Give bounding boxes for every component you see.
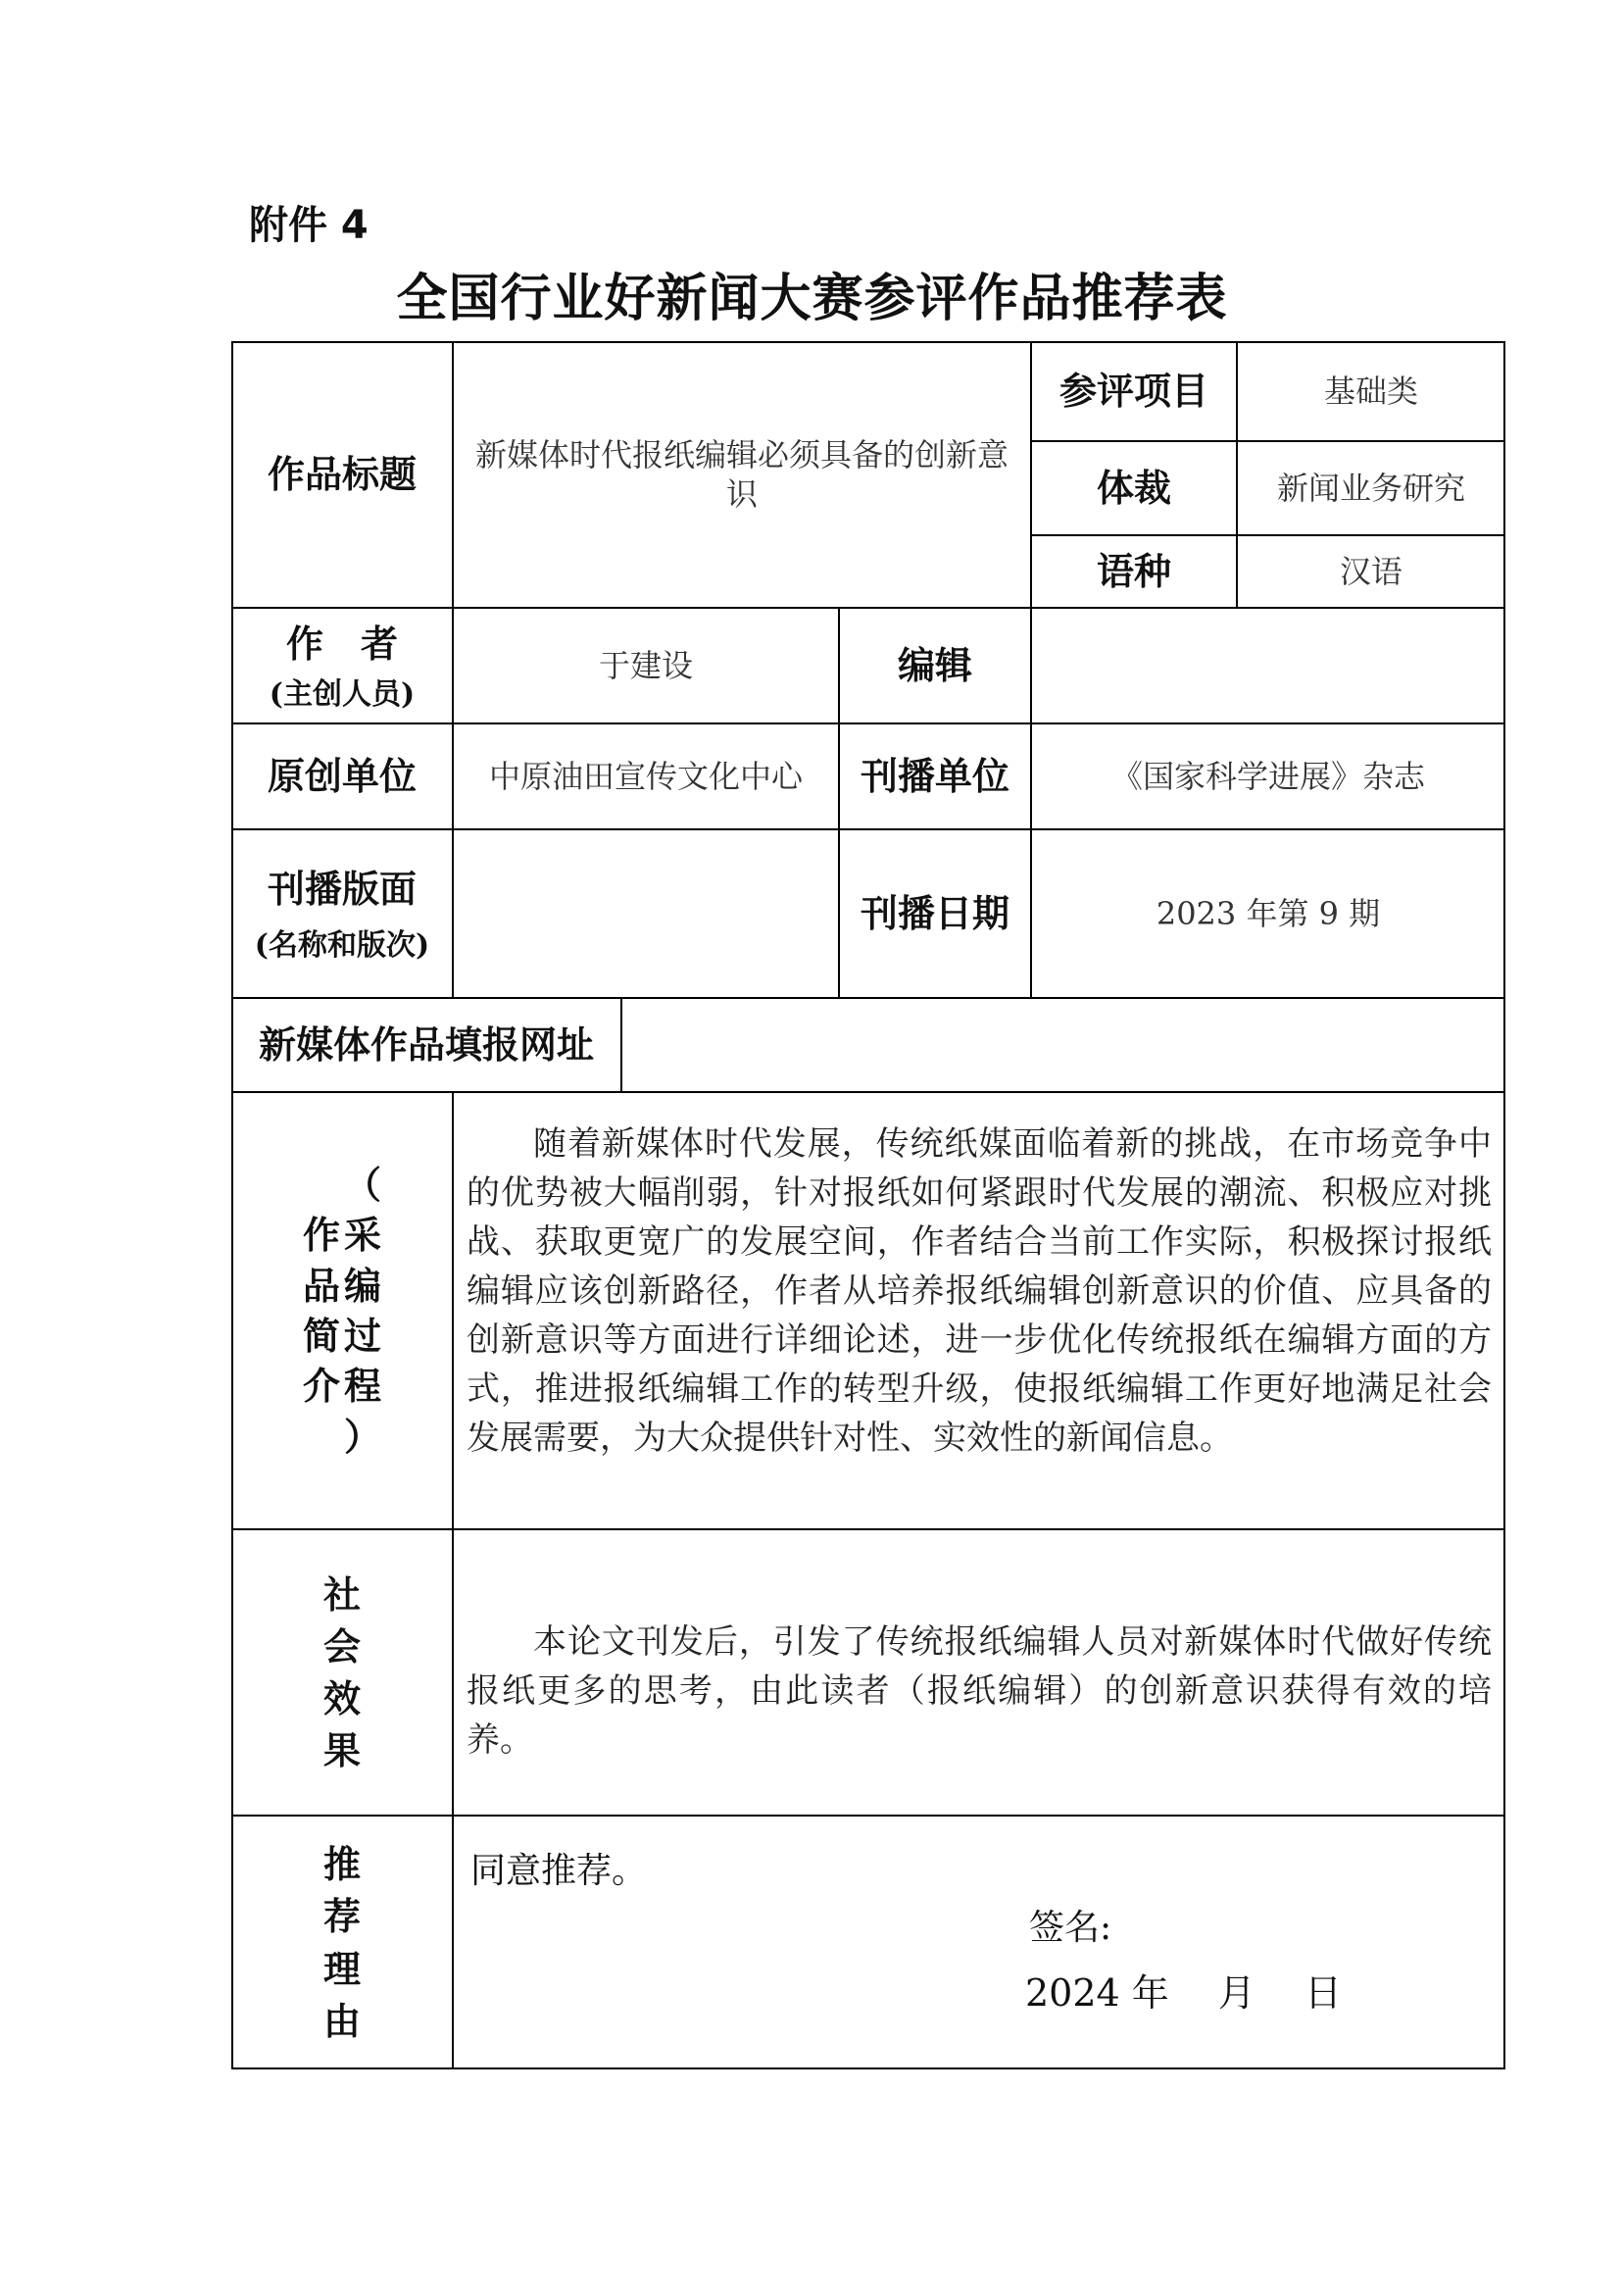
- effect-content: [453, 1529, 1505, 1816]
- page-label-cell: [231, 829, 453, 998]
- recommend-content: [453, 1816, 1505, 2069]
- author-label: 作 者: [285, 622, 398, 667]
- recommendation-form-table: [231, 341, 1505, 2069]
- language-value: 汉语: [1339, 553, 1403, 590]
- recommend-label-char: 荐: [322, 1894, 361, 1939]
- table-divider: [231, 1815, 1505, 1817]
- table-divider: [231, 828, 1505, 830]
- table-divider: [1030, 341, 1032, 608]
- recommend-label-char: 由: [322, 1998, 361, 2043]
- intro-label-char: 品: [302, 1263, 340, 1308]
- attachment-label: 附件 4: [249, 203, 369, 248]
- table-divider: [231, 997, 1505, 999]
- genre-value: 新闻业务研究: [1276, 470, 1465, 507]
- author-sublabel: (主创人员): [269, 676, 416, 712]
- intro-label-char: ）: [344, 1414, 382, 1459]
- intro-label-char: （: [344, 1163, 382, 1208]
- effect-label-text: [323, 1569, 361, 1777]
- recommend-text: 同意推荐。: [470, 1851, 648, 1891]
- page-value: [453, 829, 839, 998]
- table-divider: [452, 1092, 454, 2069]
- effect-label-char: 会: [322, 1623, 361, 1668]
- genre-label: 体裁: [1096, 466, 1171, 511]
- intro-label-char: 介: [302, 1364, 340, 1409]
- intro-label-main: [303, 1210, 340, 1411]
- recommend-date: 2024 年 月 日: [1025, 1971, 1342, 2015]
- page-label: 刊播版面: [267, 867, 417, 912]
- table-divider: [838, 608, 840, 998]
- signature-label: 签名:: [1029, 1908, 1112, 1948]
- intro-label-char: 作: [302, 1213, 340, 1258]
- table-divider: [1031, 534, 1505, 536]
- table-divider: [452, 341, 454, 998]
- recommend-label-text: [323, 1838, 361, 2047]
- editor-value: [1031, 608, 1505, 723]
- recommend-label: [231, 1816, 453, 2069]
- effect-label: [231, 1529, 453, 1816]
- language-label: 语种: [1096, 549, 1171, 594]
- url-label: 新媒体作品填报网址: [258, 1022, 594, 1068]
- url-value: [621, 998, 1505, 1092]
- table-border: [231, 341, 233, 2069]
- category-label: 参评项目: [1058, 369, 1208, 414]
- publisher-label: 刊播单位: [860, 754, 1009, 799]
- origin-label: 原创单位: [267, 754, 417, 799]
- intro-label-char: 程: [344, 1364, 382, 1409]
- effect-label-char: 社: [322, 1571, 361, 1617]
- editor-label: 编辑: [897, 643, 972, 688]
- page-sublabel: (名称和版次): [254, 927, 430, 963]
- category-value: 基础类: [1323, 373, 1418, 410]
- date-value: 2023 年第 9 期: [1156, 895, 1381, 932]
- title-label: 作品标题: [267, 452, 417, 497]
- intro-label-sub: [344, 1160, 381, 1462]
- recommend-label-char: 推: [322, 1842, 361, 1887]
- intro-content: [453, 1092, 1505, 1529]
- document-title: 全国行业好新闻大赛参评作品推荐表: [396, 269, 1228, 328]
- table-border: [231, 341, 1505, 343]
- table-divider: [620, 998, 622, 1092]
- table-divider: [231, 607, 1505, 609]
- intro-label: [231, 1092, 453, 1529]
- table-divider: [1031, 440, 1505, 442]
- publisher-value: 《国家科学进展》杂志: [1110, 758, 1425, 795]
- table-divider: [1030, 608, 1032, 998]
- recommend-label-char: 理: [322, 1946, 361, 1991]
- intro-label-char: 过: [344, 1314, 382, 1358]
- origin-value: 中原油田宣传文化中心: [488, 758, 803, 795]
- effect-label-char: 果: [322, 1728, 361, 1773]
- intro-text: 随着新媒体时代发展，传统纸媒面临着新的挑战，在市场竞争中的优势被大幅削弱，针对报纸如何紧跟时代发展的潮流、积极应对挑战、获取更宽广的发展空间，作者结合当前工作实际，积极探讨报纸编辑应该创新路径，作者从培养报纸编辑创新意识的价值、应具备的创新意识等方面进行详细论述，进一步优化传统报纸在编辑方面的方式，推进报纸编辑工作的转型升级，使报纸编辑工作更好地满足社会发展需要，为大众提供针对性、实效性的新闻信息。: [467, 1124, 1492, 1458]
- table-divider: [231, 722, 1505, 724]
- title-value: 新媒体时代报纸编辑必须具备的创新意识: [474, 436, 1009, 513]
- intro-label-char: 简: [302, 1314, 340, 1358]
- intro-label-char: 采: [344, 1213, 382, 1258]
- table-border: [231, 2067, 1505, 2069]
- table-border: [1503, 341, 1505, 2069]
- intro-label-char: 编: [344, 1263, 382, 1308]
- table-divider: [1236, 341, 1238, 608]
- table-divider: [231, 1091, 1505, 1093]
- table-divider: [231, 1528, 1505, 1530]
- effect-text: 本论文刊发后，引发了传统报纸编辑人员对新媒体时代做好传统报纸更多的思考，由此读者（报纸编辑）的创新意识获得有效的培养。: [467, 1622, 1492, 1760]
- author-value: 于建设: [598, 647, 693, 684]
- effect-label-char: 效: [322, 1676, 361, 1720]
- author-label-cell: [231, 608, 453, 723]
- date-label: 刊播日期: [860, 891, 1009, 936]
